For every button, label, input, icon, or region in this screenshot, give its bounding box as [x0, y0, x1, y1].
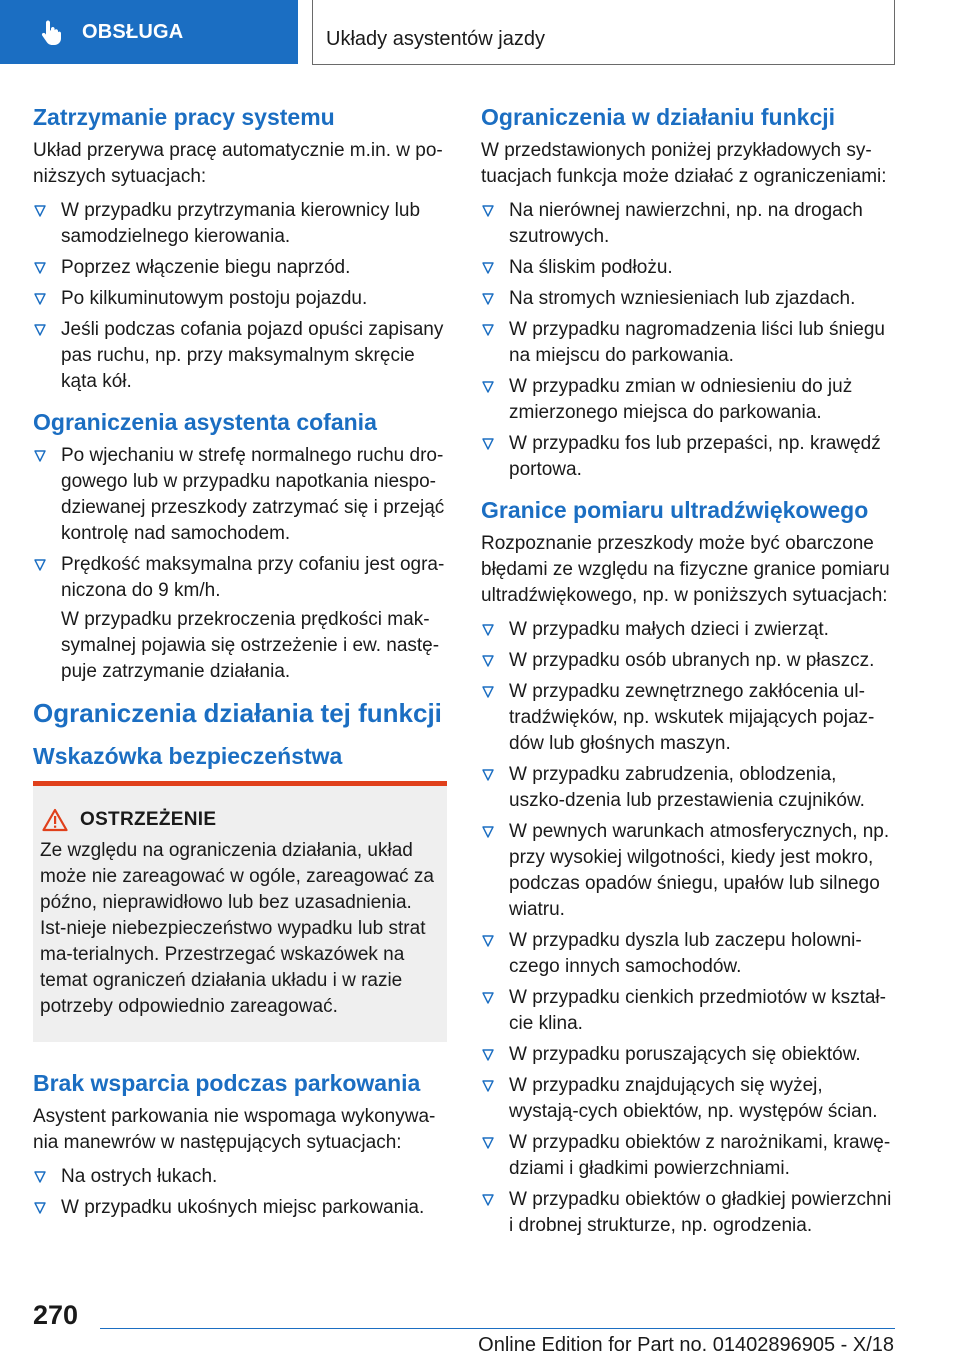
section-tab-label: OBSŁUGA [82, 20, 184, 43]
list-item [481, 819, 895, 923]
list-item [33, 286, 447, 312]
list-item [481, 317, 895, 369]
list-item [481, 255, 895, 281]
bullet-triangle-icon [481, 821, 495, 843]
paragraph-function-limits: W przedstawionych poniżej przykładowych sy-tuacjach funkcja może działać z ograniczeniami: [481, 140, 887, 187]
list-item [481, 617, 895, 643]
list-item-text: Prędkość maksymalna przy cofaniu jest ogra-niczona do 9 km/h. [61, 554, 445, 601]
list-item [481, 648, 895, 674]
header-bottom-rule [312, 64, 895, 65]
list-item-text: Na stromych wzniesieniach lub zjazdach. [509, 288, 856, 309]
list-item-text: W przypadku przytrzymania kierownicy lub samodzielnego kierowania. [61, 200, 421, 247]
list-item [481, 985, 895, 1037]
bullet-triangle-icon [33, 554, 47, 576]
footer-edition: Online Edition for Part no. 01402896905 - X/18 [478, 1334, 894, 1356]
heading-no-parking-support: Brak wsparcia podczas parkowania [33, 1070, 421, 1096]
list-item-text: Na ostrych łukach. [61, 1166, 218, 1187]
list-item-text: W przypadku cienkich przedmiotów w kształ-cie klina. [509, 987, 886, 1034]
list-item-text: Na śliskim podłożu. [509, 257, 673, 278]
list-item [481, 679, 895, 757]
list-system-stop [33, 198, 447, 395]
bullet-triangle-icon [481, 200, 495, 222]
list-item [33, 1164, 447, 1190]
list-item-text: Na nierównej nawierzchni, np. na drogach szutrowych. [509, 200, 863, 247]
bullet-triangle-icon [481, 257, 495, 279]
list-item-text: W przypadku małych dzieci i zwierząt. [509, 619, 829, 640]
list-item [33, 255, 447, 281]
right-column [481, 100, 895, 1249]
warning-title: OSTRZEŻENIE [80, 809, 217, 830]
heading-function-limits: Ograniczenia w działaniu funkcji [481, 104, 836, 130]
list-function-limits [481, 198, 895, 483]
list-item-text: W przypadku ukośnych miejsc parkowania. [61, 1197, 425, 1218]
heading-system-stop: Zatrzymanie pracy systemu [33, 104, 335, 130]
list-item [33, 198, 447, 250]
list-item-text: Po kilkuminutowym postoju pojazdu. [61, 288, 368, 309]
list-item [33, 1195, 447, 1221]
bullet-triangle-icon [33, 1197, 47, 1219]
bullet-triangle-icon [481, 987, 495, 1009]
warning-header [40, 808, 440, 832]
list-item-text: W przypadku obiektów o gładkiej powierzchni i drobnej strukturze, np. ogrodzenia. [509, 1189, 892, 1236]
bullet-triangle-icon [33, 200, 47, 222]
list-item-text: Po wjechaniu w strefę normalnego ruchu dro-gowego lub w przypadku napotkania niespo-dziewanej przeszkody zatrzymać się i przejąć kontrolę nad samochodem. [61, 445, 445, 544]
header-separator [312, 0, 313, 64]
list-no-parking-support [33, 1164, 447, 1221]
bullet-triangle-icon [33, 288, 47, 310]
bullet-triangle-icon [481, 619, 495, 641]
bullet-triangle-icon [481, 376, 495, 398]
list-item-text: W przypadku nagromadzenia liści lub śniegu na miejscu do parkowania. [509, 319, 885, 366]
list-reverse-assistant-limits [33, 443, 447, 604]
page-section-title: Układy asystentów jazdy [326, 28, 545, 50]
list-item-text: W przypadku poruszających się obiektów. [509, 1044, 861, 1065]
bullet-triangle-icon [33, 319, 47, 341]
hand-pointer-icon [38, 18, 66, 46]
bullet-triangle-icon [481, 681, 495, 703]
list-item-text: W przypadku znajdujących się wyżej, wystają-cych obiektów, np. występów ścian. [509, 1075, 878, 1122]
list-item [481, 1187, 895, 1239]
list-item-text: W przypadku osób ubranych np. w płaszcz. [509, 650, 875, 671]
footer-rule [100, 1328, 895, 1329]
page-number: 270 [33, 1300, 79, 1330]
bullet-triangle-icon [33, 257, 47, 279]
header-right-rule [894, 0, 895, 64]
heading-ultrasonic-limits: Granice pomiaru ultradźwiękowego [481, 497, 869, 523]
bullet-triangle-icon [481, 1132, 495, 1154]
list-item [33, 443, 447, 547]
left-column [33, 100, 447, 1231]
list-item-text: Poprzez włączenie biegu naprzód. [61, 257, 351, 278]
list-item-text: W przypadku zabrudzenia, oblodzenia, uszko-dzenia lub przestawienia czujników. [509, 764, 865, 811]
list-item-text: W przypadku fos lub przepaści, np. krawędź portowa. [509, 433, 881, 480]
list-item-text: W przypadku obiektów z narożnikami, krawę-dziami i gładkimi powierzchniami. [509, 1132, 891, 1179]
warning-box [33, 781, 447, 1042]
heading-reverse-assistant-limits: Ograniczenia asystenta cofania [33, 409, 377, 435]
bullet-triangle-icon [481, 319, 495, 341]
list-item-text: W pewnych warunkach atmosferycznych, np. przy wysokiej wilgotności, kiedy jest mokro, podczas opadów śniegu, upałów lub silnego wiatru. [509, 821, 890, 920]
bullet-triangle-icon [481, 930, 495, 952]
list-item [481, 1130, 895, 1182]
list-item [33, 317, 447, 395]
bullet-triangle-icon [481, 764, 495, 786]
warning-triangle-icon [42, 808, 68, 832]
list-item [481, 431, 895, 483]
section-tab [0, 0, 298, 64]
chapter-title: Ograniczenia działania tej funkcji [33, 698, 442, 728]
bullet-triangle-icon [481, 1075, 495, 1097]
list-item [481, 928, 895, 980]
list-item [33, 552, 447, 604]
list-item-text: Jeśli podczas cofania pojazd opuści zapisany pas ruchu, np. przy maksymalnym skręcie kąta kół. [61, 319, 444, 392]
list-item [481, 762, 895, 814]
list-item-text: W przypadku dyszla lub zaczepu holowni-czego innych samochodów. [509, 930, 862, 977]
paragraph-no-parking-support: Asystent parkowania nie wspomaga wykonywa-nia manewrów w następujących sytuacjach: [33, 1106, 436, 1153]
list-item [481, 286, 895, 312]
list-ultrasonic-limits [481, 617, 895, 1239]
bullet-triangle-icon [481, 288, 495, 310]
bullet-triangle-icon [481, 433, 495, 455]
bullet-triangle-icon [33, 445, 47, 467]
list-item-text: W przypadku zmian w odniesieniu do już zmierzonego miejsca do parkowania. [509, 376, 853, 423]
list-item [481, 374, 895, 426]
paragraph-ultrasonic-limits: Rozpoznanie przeszkody może być obarczone błędami ze względu na fizyczne granice pomiaru ultradźwiękowego, np. w poniższych sytuacjach: [481, 533, 890, 606]
list-item [481, 1073, 895, 1125]
paragraph-system-stop: Układ przerywa pracę automatycznie m.in. w po- niższych sytuacjach: [33, 140, 443, 187]
bullet-triangle-icon [481, 650, 495, 672]
list-item [481, 198, 895, 250]
bullet-triangle-icon [33, 1166, 47, 1188]
bullet-triangle-icon [481, 1044, 495, 1066]
paragraph-speed-warning: W przypadku przekroczenia prędkości mak-symalnej pojawia się ostrzeżenie i ew. nastę-puje zatrzymanie działania. [61, 609, 440, 682]
list-item [481, 1042, 895, 1068]
heading-safety-note: Wskazówka bezpieczeństwa [33, 743, 343, 769]
warning-text: Ze względu na ograniczenia działania, układ może nie zareagować w ogóle, zareagować za późno, nieprawidłowo lub bez uzasadnienia. Ist-nieje niebezpieczeństwo wypadku lub strat ma-terialnych. Przestrzegać wskazówek na temat ograniczeń działania układu i w razie potrzeby odpowiednio zareagować. [40, 840, 434, 1017]
list-item-text: W przypadku zewnętrznego zakłócenia ul-tradźwięków, np. wskutek mijających pojaz-dów lub głośnych maszyn. [509, 681, 875, 754]
bullet-triangle-icon [481, 1189, 495, 1211]
